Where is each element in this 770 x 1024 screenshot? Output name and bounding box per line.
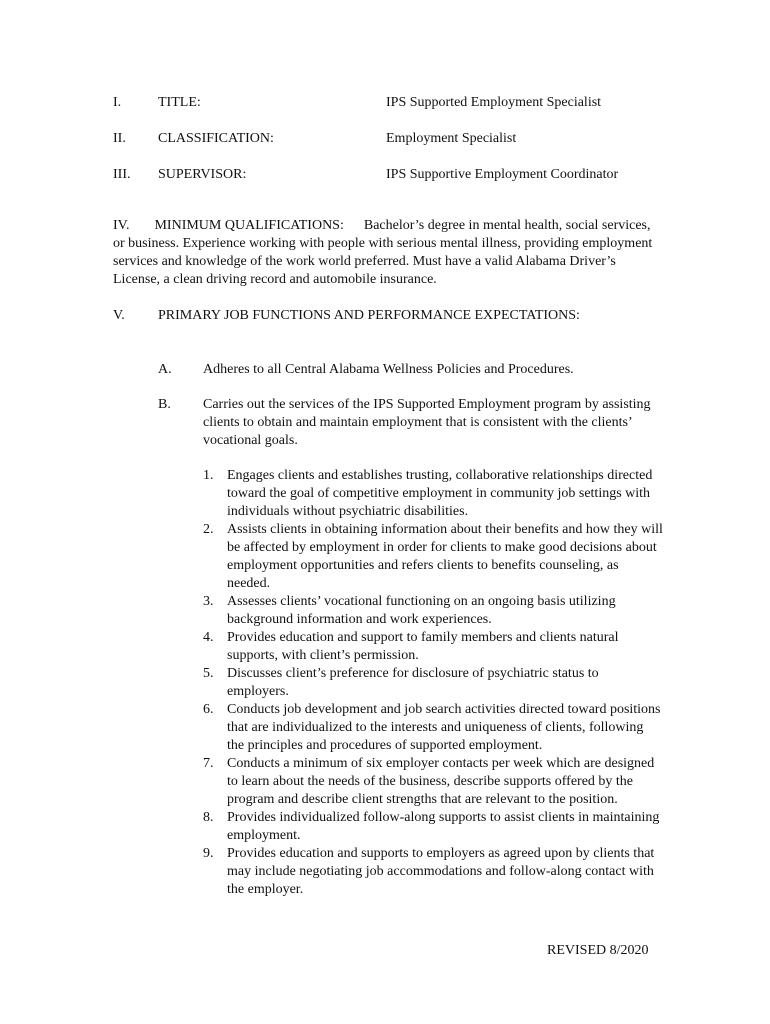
section-roman-2: II. [113,131,126,146]
list-item-number: 7. [203,756,214,771]
item-letter-b: B. [158,397,171,412]
list-item [203,845,663,899]
min-qual-roman: IV. [113,218,130,233]
primary-functions-heading: PRIMARY JOB FUNCTIONS AND PERFORMANCE EXPECTATIONS: [158,308,580,323]
list-item-number: 5. [203,666,214,681]
list-item-text: Conducts a minimum of six employer contacts per week which are designed to learn about the needs of the business, describe supports offered by the program and describe client strengths that are relevant to the position. [227,756,655,807]
list-item [203,755,663,809]
min-qual-text: Bachelor’s degree in mental health, social services, or business. Experience working with people with serious mental illness, providing employment services and knowledge of the work world preferred. Must have a valid Alabama Driver’s License, a clean driving record and automobile insurance. [113,218,653,287]
title-label: TITLE: [158,95,201,110]
supervisor-label: SUPERVISOR: [158,167,247,182]
min-qualifications-paragraph [113,217,658,289]
supervisor-value: IPS Supportive Employment Coordinator [386,167,619,182]
list-item-text: Provides education and support to family members and clients natural supports, with client’s permission. [227,630,619,663]
item-text-b: Carries out the services of the IPS Supported Employment program by assisting clients to obtain and maintain employment that is consistent with the clients’ vocational goals. [203,397,651,448]
list-item-number: 2. [203,522,214,537]
list-item-text: Discusses client’s preference for disclosure of psychiatric status to employers. [227,666,599,699]
list-item-text: Engages clients and establishes trusting, collaborative relationships directed toward the goal of competitive employment in community job settings with individuals without psychiatric disabilities. [227,468,653,519]
list-item [203,521,663,593]
list-item-number: 4. [203,630,214,645]
numbered-list [203,467,663,899]
list-item-number: 3. [203,594,214,609]
classification-value: Employment Specialist [386,131,517,146]
list-item [203,809,663,845]
list-item-number: 8. [203,810,214,825]
list-item-text: Provides individualized follow-along supports to assist clients in maintaining employment. [227,810,660,843]
section-roman-5: V. [113,308,125,323]
list-item [203,665,663,701]
list-item [203,701,663,755]
item-letter-a: A. [158,362,172,377]
list-item [203,467,663,521]
title-value: IPS Supported Employment Specialist [386,95,602,110]
item-text-a: Adheres to all Central Alabama Wellness Policies and Procedures. [203,362,574,377]
list-item-number: 6. [203,702,214,717]
revised-date: REVISED 8/2020 [547,943,649,958]
section-roman-3: III. [113,167,131,182]
list-item-text: Provides education and supports to employers as agreed upon by clients that may include negotiating job accommodations and follow-along contact with the employer. [227,846,655,897]
list-item-number: 1. [203,468,214,483]
min-qual-label: MINIMUM QUALIFICATIONS: [154,218,344,233]
list-item-text: Conducts job development and job search activities directed toward positions that are individualized to the interests and uniqueness of clients, following the principles and procedures of supported employment. [227,702,661,753]
list-item-number: 9. [203,846,214,861]
list-item [203,593,663,629]
list-item-text: Assesses clients’ vocational functioning on an ongoing basis utilizing background information and work experiences. [227,594,616,627]
list-item [203,629,663,665]
list-item-text: Assists clients in obtaining information about their benefits and how they will be affected by employment in order for clients to make good decisions about employment opportunities and refers clients to benefits counseling, as needed. [227,522,663,591]
section-roman-1: I. [113,95,122,110]
classification-label: CLASSIFICATION: [158,131,274,146]
